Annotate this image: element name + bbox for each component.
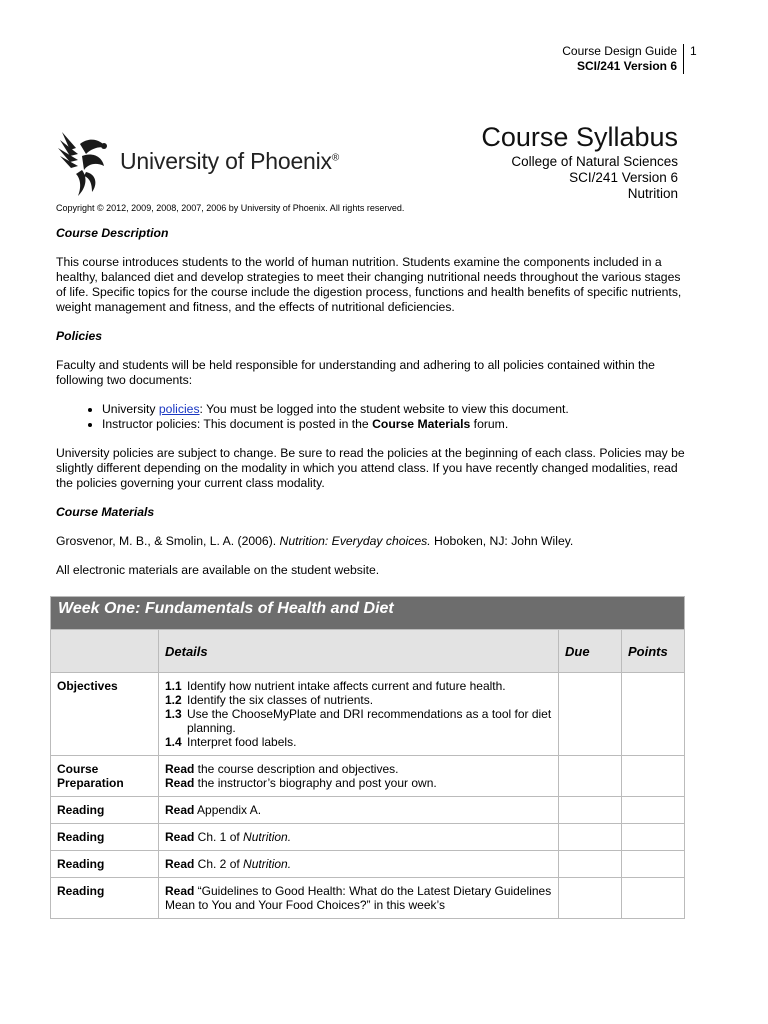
points-cell (622, 824, 685, 851)
course-code: SCI/241 Version 6 (569, 170, 678, 185)
running-header (562, 44, 684, 74)
week-one-table (50, 596, 685, 919)
row-label: Reading (51, 878, 159, 919)
details-cell: Read Ch. 1 of Nutrition. (159, 824, 559, 851)
row-label: Objectives (51, 673, 159, 756)
table-row (51, 851, 685, 878)
course-description-text: This course introduces students to the world of human nutrition. Students examine the components included in a healthy, balanced diet and develop strategies to meet their changing nutritional needs throughout the various stages of life. Specific topics for the course include the digestion process, functions and health benefits of specific nutrients, weight management and fitness, and the effects of nutritional deficiencies. (56, 255, 682, 314)
policies-list (56, 402, 686, 432)
row-label: Reading (51, 824, 159, 851)
table-row (51, 824, 685, 851)
university-logo (56, 126, 366, 198)
blank-header-cell (51, 630, 159, 673)
syllabus-title: Course Syllabus (481, 122, 678, 152)
points-cell (622, 851, 685, 878)
policies-heading: Policies (56, 329, 103, 343)
syllabus-body (56, 226, 686, 592)
details-cell: Read Ch. 2 of Nutrition. (159, 851, 559, 878)
points-cell (622, 878, 685, 919)
points-cell (622, 756, 685, 797)
header-version: SCI/241 Version 6 (576, 59, 677, 73)
details-cell: Read Appendix A. (159, 797, 559, 824)
due-cell (559, 824, 622, 851)
phoenix-bird-icon (56, 126, 118, 198)
table-row (51, 797, 685, 824)
table-row (51, 673, 685, 756)
points-cell (622, 797, 685, 824)
objective-item: 1.1 Identify how nutrient intake affects current and future health. (165, 679, 506, 693)
list-item: • University policies: You must be logged into the student website to view this document. (102, 402, 686, 417)
week-title: Week One: Fundamentals of Health and Diet (51, 597, 685, 630)
title-block (481, 120, 678, 202)
row-label: Course Preparation (51, 756, 159, 797)
page-number: 1 (690, 44, 697, 58)
due-cell (559, 851, 622, 878)
electronic-materials-note: All electronic materials are available on the student website. (56, 563, 380, 577)
objectives-cell (159, 673, 559, 756)
copyright-notice: Copyright © 2012, 2009, 2008, 2007, 2006 by University of Phoenix. All rights reserved. (56, 203, 405, 213)
policies-link[interactable]: policies (158, 402, 200, 416)
policies-note: University policies are subject to change. Be sure to read the policies at the beginning of each class. Policies may be slightly different depending on the modality in which you attend class. If you have recently changed modalities, read the policies governing your current class modality. (56, 446, 685, 490)
objective-item: 1.3 Use the ChooseMyPlate and DRI recommendations as a tool for diet planning. (165, 707, 552, 735)
objective-item: 1.4 Interpret food labels. (165, 735, 297, 749)
details-cell: Read the course description and objectives. Read the instructor’s biography and post your own. (159, 756, 559, 797)
college-name: College of Natural Sciences (511, 154, 678, 169)
due-cell (559, 797, 622, 824)
list-item: • Instructor policies: This document is posted in the Course Materials forum. (102, 417, 686, 432)
table-row (51, 878, 685, 919)
details-cell: Read “Guidelines to Good Health: What do the Latest Dietary Guidelines Mean to You and Your Food Choices?” in this week’s (159, 878, 559, 919)
objective-item: 1.2 Identify the six classes of nutrients. (165, 693, 374, 707)
points-column-header: Points (622, 630, 685, 673)
course-materials-heading: Course Materials (56, 505, 155, 519)
logo-wordmark: University of Phoenix® (120, 148, 340, 174)
header-guide: Course Design Guide (562, 44, 677, 58)
due-cell (559, 756, 622, 797)
due-column-header: Due (559, 630, 622, 673)
points-cell (622, 673, 685, 756)
table-row (51, 756, 685, 797)
policies-intro: Faculty and students will be held responsible for understanding and adhering to all policies contained within the following two documents: (56, 358, 655, 387)
details-column-header: Details (159, 630, 559, 673)
due-cell (559, 673, 622, 756)
textbook-citation: Grosvenor, M. B., & Smolin, L. A. (2006). Nutrition: Everyday choices. Hoboken, NJ: John Wiley. (56, 534, 574, 548)
row-label: Reading (51, 797, 159, 824)
due-cell (559, 878, 622, 919)
course-subject: Nutrition (627, 186, 678, 201)
course-description-heading: Course Description (56, 226, 169, 240)
row-label: Reading (51, 851, 159, 878)
